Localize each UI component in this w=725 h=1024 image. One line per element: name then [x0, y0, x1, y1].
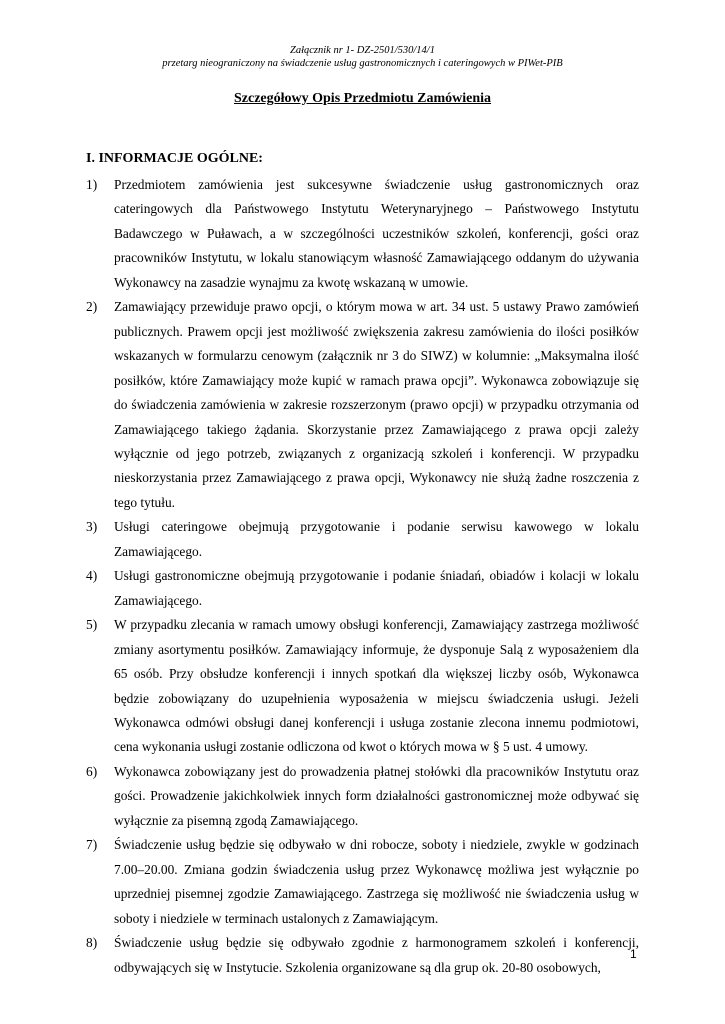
list-item-number: 8)	[86, 935, 98, 951]
list-item-text: W przypadku zlecania w ramach umowy obsługi konferencji, Zamawiający zastrzega możliwość zmiany asortymentu posiłków. Zamawiający informuje, że dysponuje Salą z wyposażeniem dla 65 osób. Przy obsłudze konferencji i innych spotkań dla większej liczby osób, Wykonawca będzie zobowiązany do uzupełnienia wyposażenia w miejscu świadczenia usługi. Jeżeli Wykonawca odmówi obsługi danej konferencji i usługa zostanie zlecona innemu podmiotowi, cena wykonania usługi zostanie odliczona od kwot o których mowa w § 5 ust. 4 umowy.	[114, 617, 639, 755]
list-item	[86, 613, 639, 760]
list-item-number: 6)	[86, 763, 98, 779]
list-item	[86, 760, 639, 833]
list-item	[86, 564, 639, 613]
list-item-text: Zamawiający przewiduje prawo opcji, o którym mowa w art. 34 ust. 5 ustawy Prawo zamówień publicznych. Prawem opcji jest możliwość zwiększenia zakresu zamówienia do ilości posiłków wskazanych w formularzu cenowym (załącznik nr 3 do SIWZ) w kolumnie: „Maksymalna ilość posiłków, które Zamawiający może kupić w ramach prawa opcji”. Wykonawca zobowiązuje się do świadczenia zamówienia w zakresie rozszerzonym (prawo opcji) w przypadku otrzymania od Zamawiającego takiego żądania. Skorzystanie przez Zamawiającego z prawa opcji zależy wyłącznie od jego potrzeb, związanych z organizacją szkoleń i konferencji. W przypadku nieskorzystania przez Zamawiającego z prawa opcji, Wykonawcy nie służą żadne roszczenia z tego tytułu.	[114, 299, 639, 510]
list-item-number: 5)	[86, 617, 98, 633]
list-item	[86, 515, 639, 564]
section-heading: I. INFORMACJE OGÓLNE:	[86, 151, 263, 166]
list-item-number: 7)	[86, 837, 98, 853]
list-item-number: 3)	[86, 519, 98, 535]
page-number: 1	[630, 947, 637, 961]
numbered-list	[86, 173, 639, 980]
list-item	[86, 833, 639, 931]
list-item	[86, 931, 639, 980]
list-item-text: Świadczenie usług będzie się odbywało zgodnie z harmonogramem szkoleń i konferencji, odbywających się w Instytucie. Szkolenia organizowane są dla grup ok. 20-80 osobowych,	[114, 935, 639, 975]
header-attachment-ref: Załącznik nr 1- DZ-2501/530/14/1	[290, 45, 435, 56]
list-item-text: Usługi gastronomiczne obejmują przygotowanie i podanie śniadań, obiadów i kolacji w lokalu Zamawiającego.	[114, 568, 639, 608]
list-item-number: 1)	[86, 177, 98, 192]
list-item	[86, 295, 639, 515]
document-title: Szczegółowy Opis Przedmiotu Zamówienia	[233, 91, 492, 106]
list-item-number: 2)	[86, 299, 98, 315]
list-item-text: Usługi cateringowe obejmują przygotowanie i podanie serwisu kawowego w lokalu Zamawiającego.	[114, 519, 639, 559]
list-item-text: Przedmiotem zamówienia jest sukcesywne świadczenie usług gastronomicznych oraz cateringowych dla Państwowego Instytutu Weterynaryjnego – Państwowego Instytutu Badawczego w Puławach, a w szczególności uczestników szkoleń, konferencji, gości oraz pracowników Instytutu, w lokalu stanowiącym własność Zamawiającego oddanym do używania Wykonawcy na zasadzie wynajmu za kwotę wskazaną w umowie.	[114, 177, 639, 290]
header-tender-description: przetarg nieograniczony na świadczenie usług gastronomicznych i cateringowych w PIWet-PIB	[162, 58, 563, 69]
list-item	[86, 173, 639, 295]
list-item-text: Świadczenie usług będzie się odbywało w dni robocze, soboty i niedziele, zwykle w godzinach 7.00–20.00. Zmiana godzin świadczenia usług przez Wykonawcę możliwa jest wyłącznie po uprzedniej pisemnej zgodzie Zamawiającego. Zastrzega się możliwość nie świadczenia usług w soboty i niedziele w terminach ustalonych z Zamawiającym.	[114, 837, 639, 926]
list-item-number: 4)	[86, 568, 98, 584]
list-item-text: Wykonawca zobowiązany jest do prowadzenia płatnej stołówki dla pracowników Instytutu oraz gości. Prowadzenie jakichkolwiek innych form działalności gastronomicznej może odbywać się wyłącznie za pisemną zgodą Zamawiającego.	[114, 763, 639, 828]
